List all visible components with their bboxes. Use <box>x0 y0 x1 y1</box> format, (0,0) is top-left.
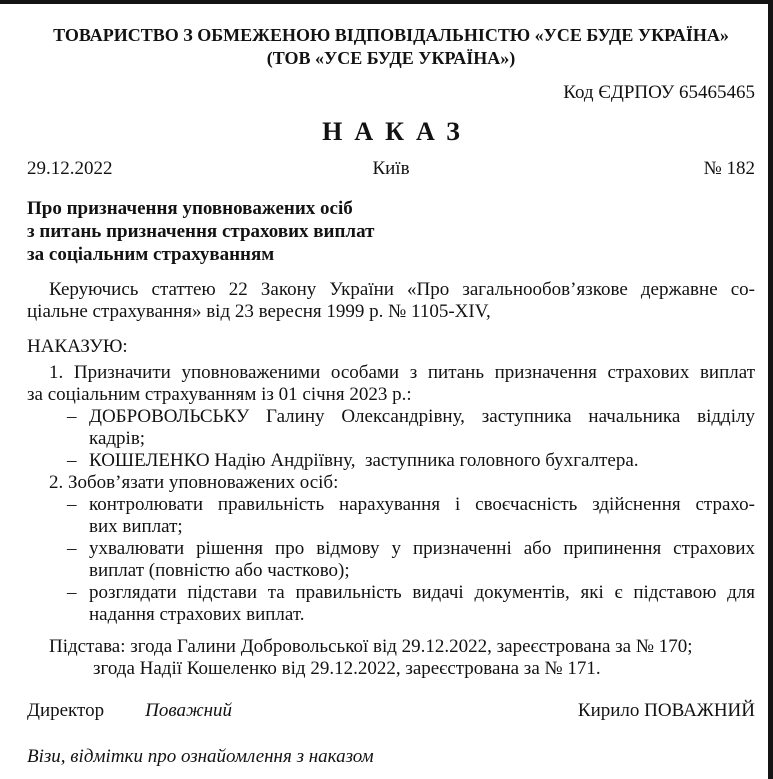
preamble-line: Керуючись статтею 22 Закону України «Про загальнообов’язкове державне со- <box>49 279 755 300</box>
duty-item-control <box>67 494 755 538</box>
order-item-2-line: 2. Зобов’язати уповноважених осіб: <box>49 472 339 493</box>
duty-item-line: вих виплат; <box>89 516 183 537</box>
duty-item-line: контролювати правильність нарахування і своєчасність здійснення страхо- <box>89 494 755 515</box>
org-name-line-2: (ТОВ «УСЕ БУДЕ УКРАЇНА») <box>266 48 516 68</box>
order-item-1-line: за соціальним страхуванням із 01 січня 2023 р.: <box>27 384 412 405</box>
resolution-word: НАКАЗУЮ: <box>27 336 128 357</box>
document-title: НАКАЗ <box>322 117 472 146</box>
duty-item-decisions <box>67 538 755 582</box>
order-item-1 <box>27 362 755 406</box>
org-name-line-1: ТОВАРИСТВО З ОБМЕЖЕНОЮ ВІДПОВІДАЛЬНІСТЮ «УСЕ БУДЕ УКРАЇНА» <box>53 25 729 45</box>
list-item-dobrovolska <box>67 406 755 450</box>
list-item-line: КОШЕЛЕНКО Надію Андріївну, заступника головного бухгалтера. <box>89 450 639 471</box>
visas-note: Візи, відмітки про ознайомлення з наказом <box>27 746 374 767</box>
duty-item-line: ухвалювати рішення про відмову у призначенні або припинення страхових <box>89 538 755 559</box>
subject-heading <box>27 197 755 266</box>
duty-item-line: розглядати підстави та правильність видачі документів, які є підставою для <box>89 582 755 603</box>
subject-line: за соціальним страхуванням <box>27 244 275 265</box>
meta-row <box>27 158 755 180</box>
basis-line: згода Надії Кошеленко від 29.12.2022, зареєстрована за № 171. <box>93 658 601 679</box>
signer-position: Директор <box>27 700 105 721</box>
basis-line: Підстава: згода Галини Добровольської від 29.12.2022, зареєстрована за № 170; <box>49 636 693 657</box>
edrpou-code: Код ЄДРПОУ 65465465 <box>563 82 755 103</box>
dash-marker: – <box>67 450 77 471</box>
duty-item-review <box>67 582 755 626</box>
dash-marker: – <box>67 406 77 427</box>
preamble-paragraph <box>27 279 755 323</box>
dash-marker: – <box>67 582 77 603</box>
subject-line: з питань призначення страхових виплат <box>27 221 375 242</box>
handwritten-signature: Поважний <box>145 700 233 721</box>
order-city: Київ <box>372 158 410 179</box>
list-item-line: ДОБРОВОЛЬСЬКУ Галину Олександрівну, заступника начальника відділу <box>89 406 755 427</box>
dash-marker: – <box>67 538 77 559</box>
order-number: № 182 <box>703 158 756 179</box>
list-item-koshelenko <box>67 450 755 472</box>
list-item-line: кадрів; <box>89 428 146 449</box>
signature-row <box>27 700 755 722</box>
order-item-2 <box>27 472 755 494</box>
preamble-line: ціальне страхування» від 23 вересня 1999 р. № 1105-XIV, <box>27 301 491 322</box>
signer-name: Кирило ПОВАЖНИЙ <box>577 700 755 721</box>
order-date: 29.12.2022 <box>27 158 113 179</box>
org-name-heading <box>27 24 755 70</box>
dash-marker: – <box>67 494 77 515</box>
duty-item-line: виплат (повністю або частково); <box>89 560 350 581</box>
basis-paragraph <box>27 636 755 680</box>
order-item-1-line: 1. Призначити уповноваженими особами з питань призначення страхових виплат <box>49 362 755 383</box>
subject-line: Про призначення уповноважених осіб <box>27 198 353 219</box>
duty-item-line: надання страхових виплат. <box>89 604 305 625</box>
